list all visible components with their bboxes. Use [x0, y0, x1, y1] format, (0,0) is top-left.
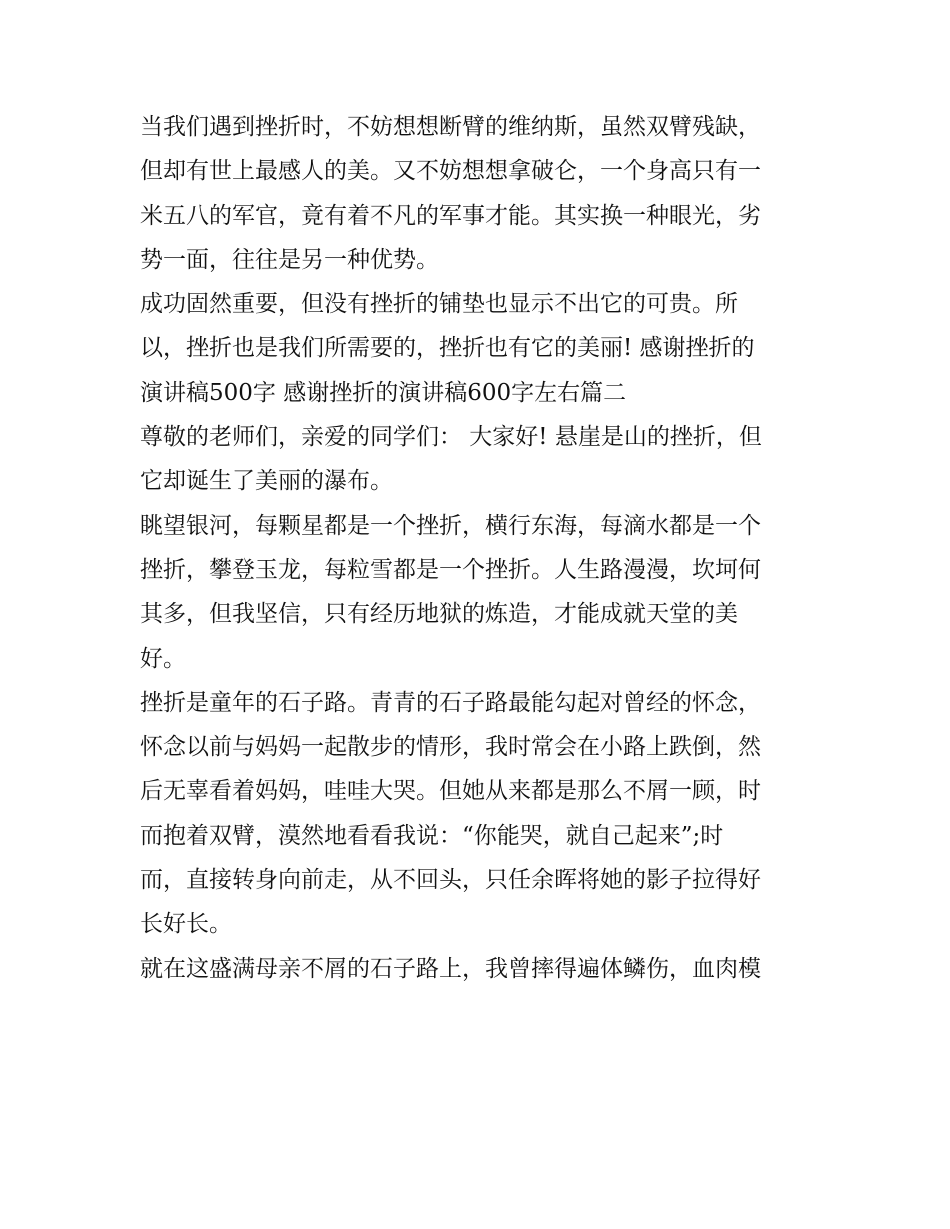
text-line: 其多，但我坚信，只有经历地狱的炼造，才能成就天堂的美	[140, 601, 738, 628]
text-line: 以，挫折也是我们所需要的，挫折也有它的美丽! 感谢挫折的	[140, 335, 755, 362]
text-line: 演讲稿500字 感谢挫折的演讲稿600字左右篇二	[140, 379, 627, 406]
text-line: 但却有世上最感人的美。又不妨想想拿破仑，一个身高只有一	[140, 158, 761, 185]
text-line: 而抱着双臂，漠然地看看我说：“你能哭，就自己起来”;时	[140, 822, 724, 849]
text-line: 米五八的军官，竟有着不凡的军事才能。其实换一种眼光，劣	[140, 202, 761, 229]
text-line: 挫折是童年的石子路。青青的石子路最能勾起对曾经的怀念，	[140, 689, 761, 716]
text-line: 势一面，往往是另一种优势。	[140, 246, 439, 273]
text-line: 成功固然重要，但没有挫折的铺垫也显示不出它的可贵。所	[140, 291, 738, 318]
text-line: 挫折，攀登玉龙，每粒雪都是一个挫折。人生路漫漫，坎坷何	[140, 556, 761, 583]
text-line: 当我们遇到挫折时，不妨想想断臂的维纳斯，虽然双臂残缺，	[140, 114, 761, 140]
text-line: 尊敬的老师们，亲爱的同学们： 大家好! 悬崖是山的挫折，但	[140, 424, 762, 451]
text-line: 它却诞生了美丽的瀑布。	[140, 468, 393, 495]
text-line: 而，直接转身向前走，从不回头，只任余晖将她的影子拉得好	[140, 867, 761, 894]
text-line: 后无辜看着妈妈，哇哇大哭。但她从来都是那么不屑一顾，时	[140, 778, 761, 805]
document-body	[140, 105, 812, 991]
text-line: 好。	[140, 645, 186, 672]
text-line: 眺望银河，每颗星都是一个挫折，横行东海，每滴水都是一个	[140, 512, 761, 539]
text-line: 就在这盛满母亲不屑的石子路上，我曾摔得遍体鳞伤，血肉模	[140, 955, 761, 982]
text-line: 长好长。	[140, 911, 232, 938]
text-line: 怀念以前与妈妈一起散步的情形，我时常会在小路上跌倒，然	[140, 734, 761, 761]
